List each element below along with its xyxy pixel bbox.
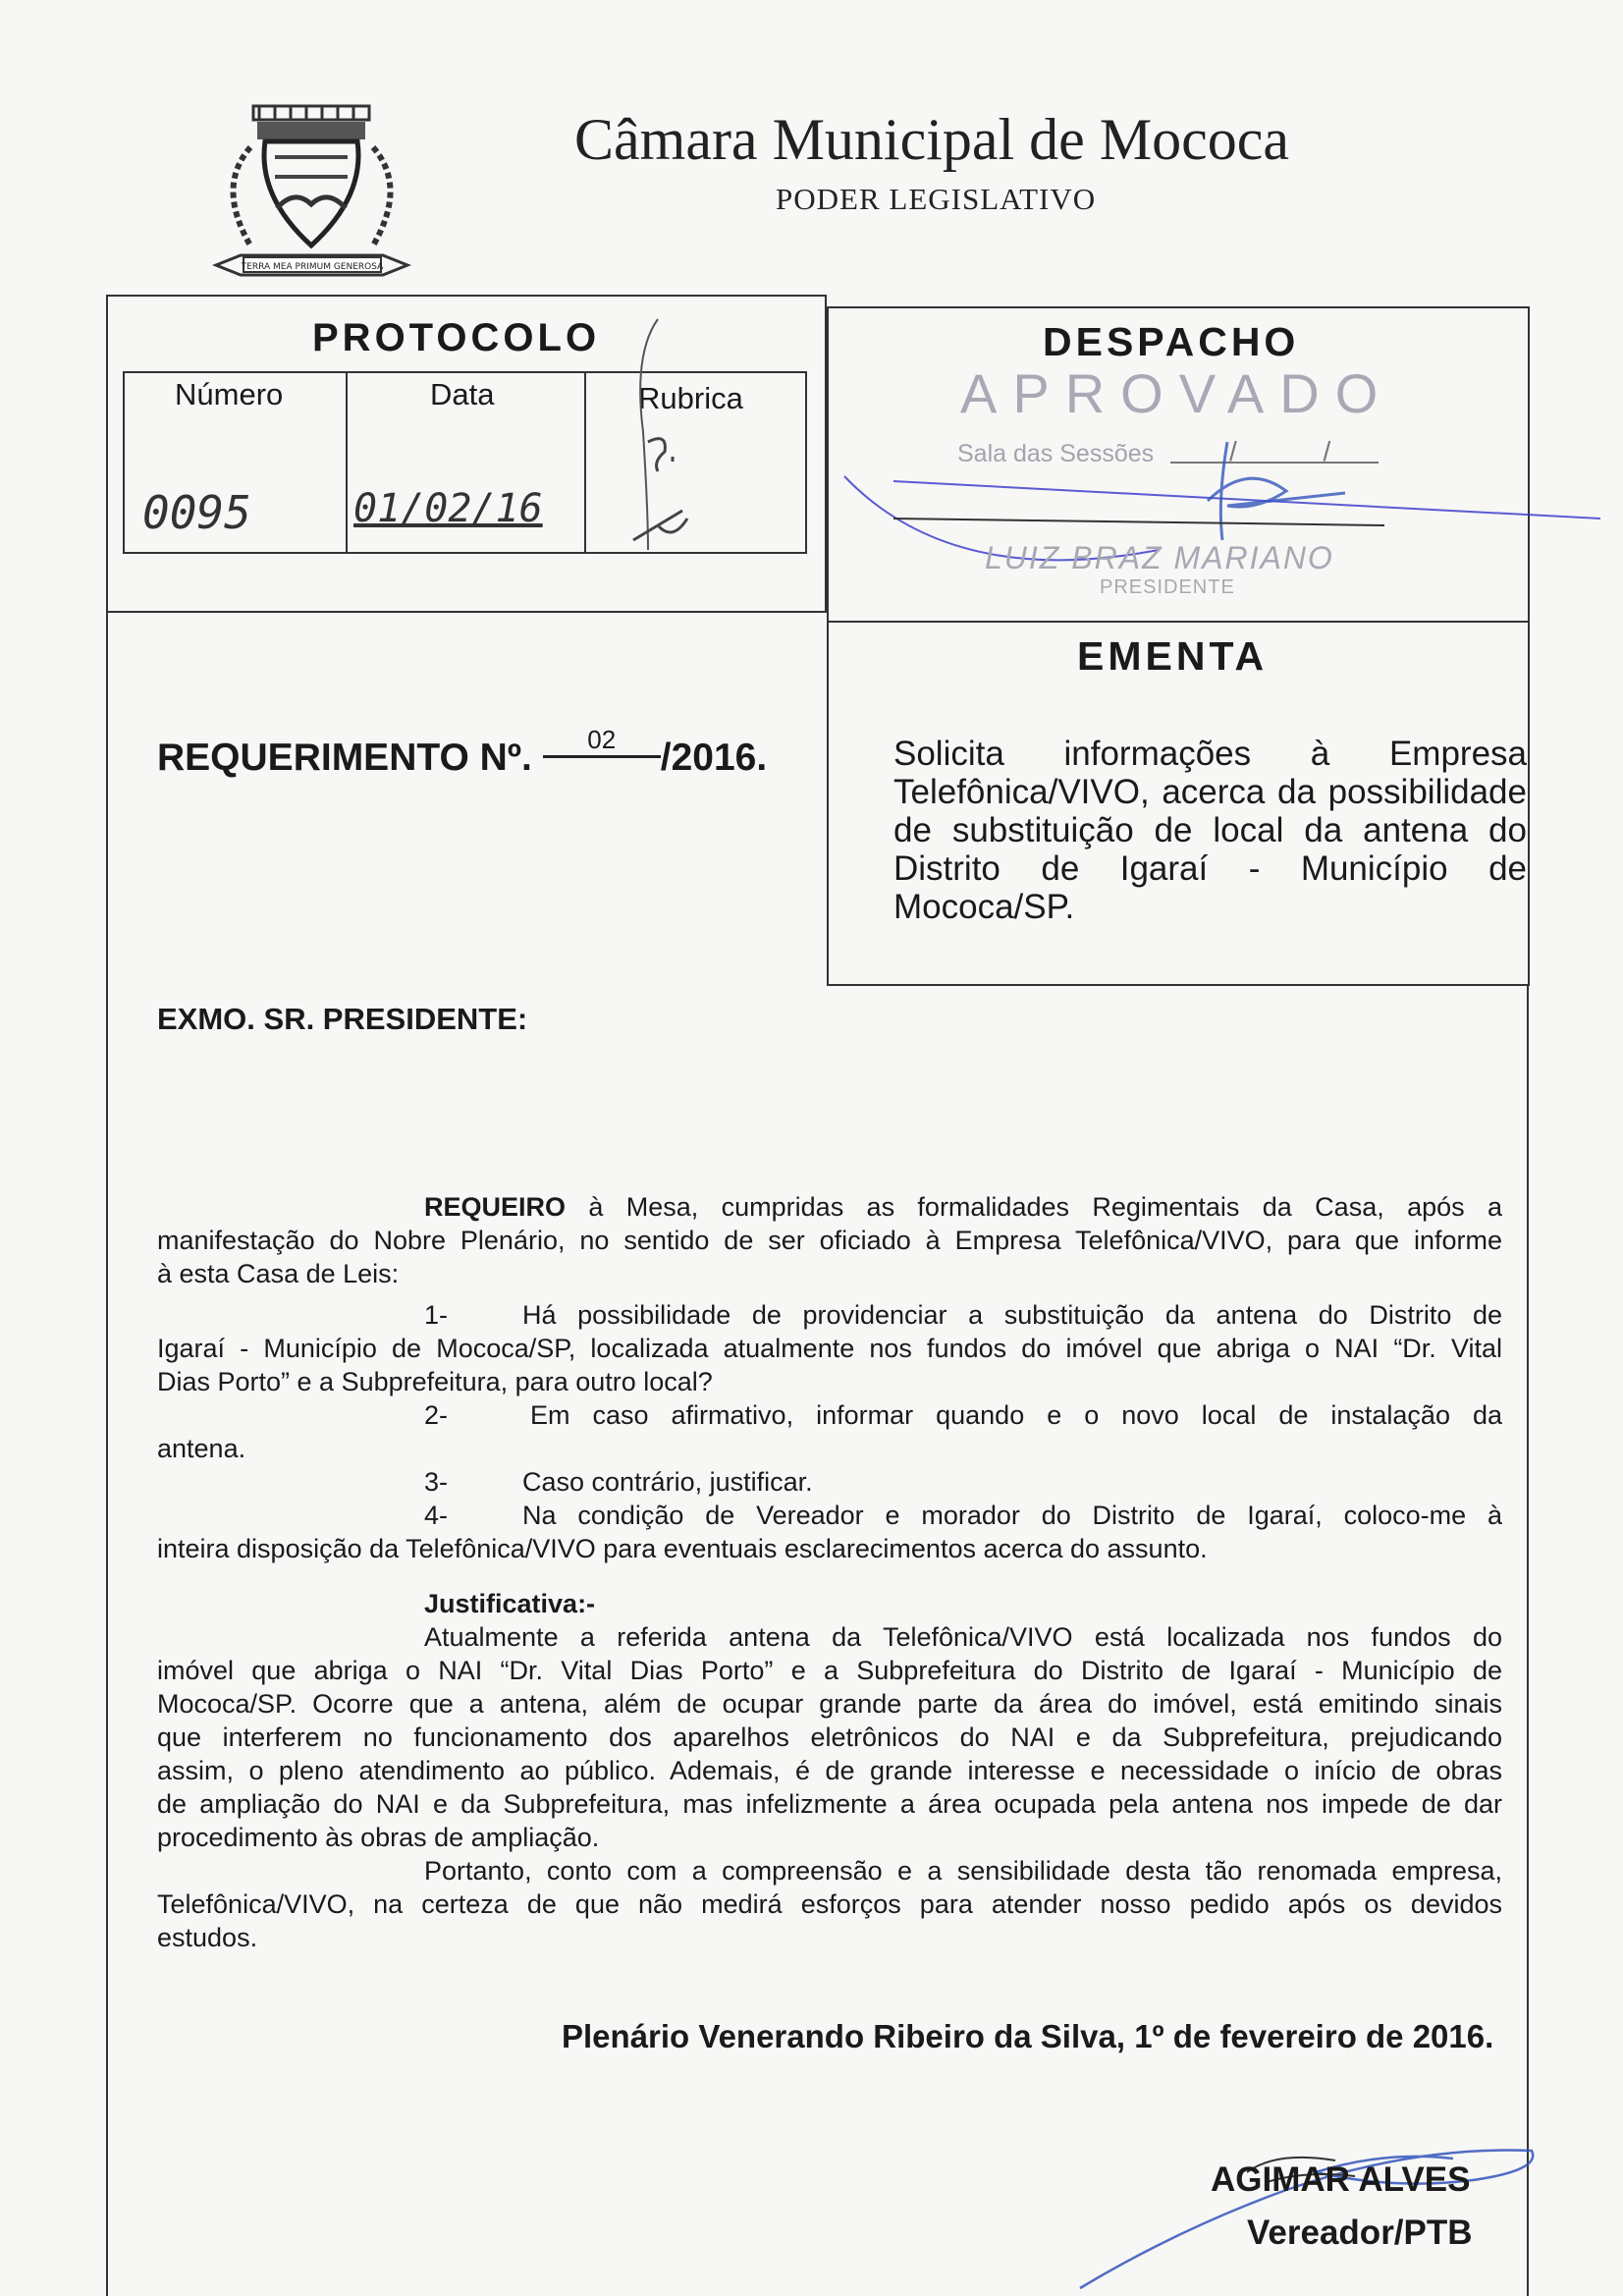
protocolo-col-divider bbox=[346, 371, 348, 554]
institution-subtitle: PODER LEGISLATIVO bbox=[776, 182, 1097, 216]
item-first-line bbox=[157, 1465, 1502, 1499]
item-text: Na condição de Vereador e morador do Distrito de Igaraí, coloco-me à bbox=[522, 1501, 1502, 1530]
salutation: EXMO. SR. PRESIDENTE: bbox=[157, 1002, 528, 1036]
item-first-line bbox=[157, 1398, 1502, 1432]
protocolo-col-rubrica: Rubrica bbox=[638, 381, 743, 415]
aprovado-stamp: APROVADO bbox=[960, 362, 1394, 424]
presidente-name: LUIZ BRAZ MARIANO bbox=[985, 540, 1334, 575]
signer-role: Vereador/PTB bbox=[1247, 2214, 1473, 2252]
justificativa-line: de ampliação do NAI e da Subprefeitura, mas infelizmente a área ocupada pela antena nos impede de dar bbox=[157, 1789, 1502, 1819]
sala-das-sessoes-label: Sala das Sessões bbox=[957, 440, 1155, 467]
protocolo-numero-value: 0095 bbox=[142, 486, 251, 539]
body-line: manifestação do Nobre Plenário, no sentido de ser oficiado à Empresa Telefônica/VIVO, para que informe bbox=[157, 1226, 1502, 1255]
despacho-ementa-divider bbox=[827, 621, 1530, 623]
protocolo-col-data: Data bbox=[430, 377, 495, 411]
institution-title: Câmara Municipal de Mococa bbox=[574, 107, 1290, 172]
item-line: inteira disposição da Telefônica/VIVO para eventuais esclarecimentos acerca do assunto. bbox=[157, 1534, 1208, 1563]
vereador-signature bbox=[1060, 2111, 1551, 2293]
requerimento-body bbox=[157, 1190, 1502, 1954]
item-text: Há possibilidade de providenciar a substituição da antena do Distrito de bbox=[522, 1300, 1502, 1330]
justificativa-line: procedimento às obras de ampliação. bbox=[157, 1823, 600, 1852]
item-number: 4- bbox=[424, 1501, 449, 1530]
requerimento-prefix: REQUERIMENTO Nº. bbox=[157, 737, 532, 779]
requeiro-text: à Mesa, cumpridas as formalidades Regimentais da Casa, após a bbox=[566, 1192, 1502, 1222]
item-text: Em caso afirmativo, informar quando e o novo local de instalação da bbox=[530, 1400, 1502, 1430]
despacho-title: DESPACHO bbox=[1043, 319, 1300, 364]
municipal-crest-emblem bbox=[196, 98, 427, 280]
justificativa-line: Atualmente a referida antena da Telefônica/VIVO está localizada nos fundos do bbox=[424, 1622, 1502, 1652]
justificativa-line: que interferem no funcionamento dos aparelhos eletrônicos do NAI e da Subprefeitura, prejudicando bbox=[157, 1722, 1502, 1752]
item-line: Igaraí - Município de Mococa/SP, localizada atualmente nos fundos do imóvel que abriga o NAI “Dr. Vital bbox=[157, 1334, 1502, 1363]
item-first-line bbox=[157, 1499, 1502, 1532]
closing-place-date: Plenário Venerando Ribeiro da Silva, 1º de fevereiro de 2016. bbox=[562, 2018, 1494, 2054]
justificativa-line: Mococa/SP. Ocorre que a antena, além de ocupar grande parte da área do imóvel, está emitindo sinais bbox=[157, 1689, 1502, 1719]
item-1 bbox=[157, 1298, 1502, 1398]
item-first-line bbox=[157, 1298, 1502, 1332]
portanto-line: Portanto, conto com a compreensão e a sensibilidade desta tão renomada empresa, bbox=[424, 1856, 1502, 1886]
body-line: à esta Casa de Leis: bbox=[157, 1259, 400, 1288]
ementa-title: EMENTA bbox=[1077, 633, 1269, 679]
protocolo-data-value: 01/02/16 bbox=[353, 486, 543, 531]
rubrica-handwritten-initials bbox=[614, 314, 702, 560]
sala-date-placeholder: / / bbox=[1229, 436, 1371, 466]
item-4 bbox=[157, 1499, 1502, 1565]
left-margin-rule bbox=[106, 611, 108, 2296]
ementa-text: Solicita informações à Empresa Telefônica/VIVO, acerca da possibilidade de substituição de local da antena do Distrito de Igaraí - Município de Mococa/SP. bbox=[893, 735, 1527, 926]
requerimento-number-value: 02 bbox=[543, 725, 661, 758]
requeiro-keyword: REQUEIRO bbox=[424, 1192, 567, 1222]
item-line: Dias Porto” e a Subprefeitura, para outro local? bbox=[157, 1367, 713, 1396]
item-number: 3- bbox=[424, 1467, 449, 1497]
item-line: antena. bbox=[157, 1434, 246, 1463]
justificativa-line: imóvel que abriga o NAI “Dr. Vital Dias Porto” e a Subprefeitura do Distrito de Igaraí - Município de bbox=[157, 1656, 1502, 1685]
requeiro-line bbox=[157, 1190, 1502, 1224]
right-margin-rule bbox=[1527, 984, 1529, 2296]
requerimento-number bbox=[157, 725, 768, 780]
signer-name: AGIMAR ALVES bbox=[1211, 2160, 1471, 2199]
justificativa-line: assim, o pleno atendimento ao público. Ademais, é de grande interesse e necessidade o início de obras bbox=[157, 1756, 1502, 1785]
justificativa-title: Justificativa:- bbox=[424, 1589, 596, 1618]
portanto-line: Telefônica/VIVO, na certeza de que não medirá esforços para atender nosso pedido após os devidos bbox=[157, 1889, 1502, 1919]
item-text: Caso contrário, justificar. bbox=[522, 1467, 813, 1497]
item-number: 2- bbox=[424, 1400, 449, 1430]
portanto-line: estudos. bbox=[157, 1923, 258, 1952]
item-3 bbox=[157, 1465, 1502, 1499]
protocolo-title: PROTOCOLO bbox=[312, 316, 601, 359]
svg-text:TERRA MEA PRIMUM GENEROSA: TERRA MEA PRIMUM GENEROSA bbox=[241, 262, 384, 272]
item-number: 1- bbox=[424, 1300, 449, 1330]
requerimento-suffix: /2016. bbox=[660, 737, 768, 779]
protocolo-col-divider bbox=[584, 371, 586, 554]
protocolo-col-numero: Número bbox=[175, 377, 284, 411]
item-2 bbox=[157, 1398, 1502, 1465]
presidente-role: PRESIDENTE bbox=[1100, 576, 1235, 598]
